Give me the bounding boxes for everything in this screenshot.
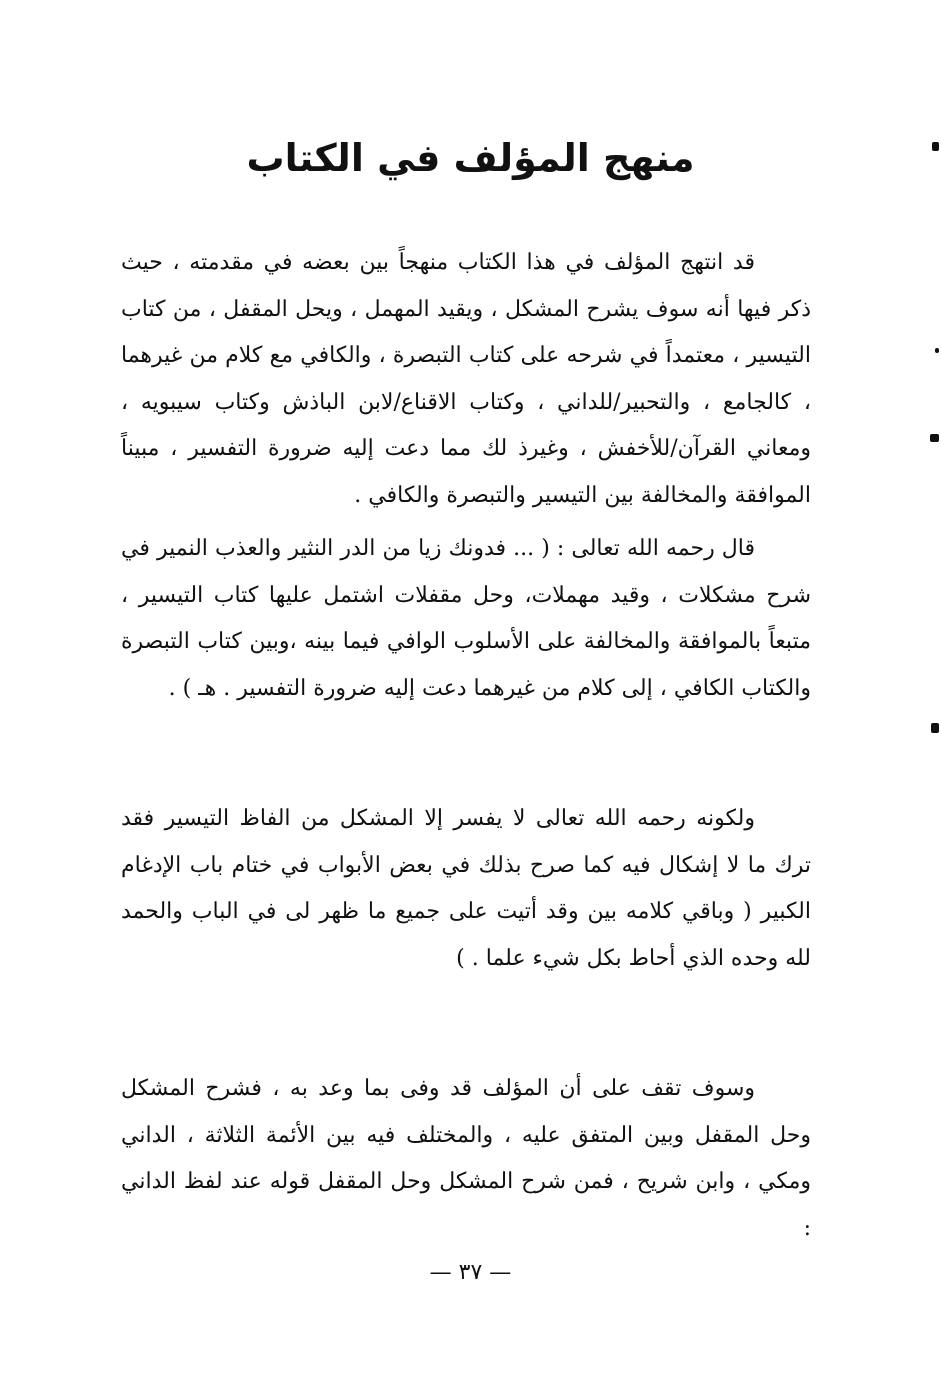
paragraph-4: وسوف تقف على أن المؤلف قد وفى بما وعد به ، فشرح المشكل وحل المقفل وبين المتفق عليه ، والمختلف فيه بين الأئمة الثلاثة ، الداني ومكي ، وابن شريح ، فمن شرح المشكل وحل المقفل قوله عند لفظ الداني : (121, 1076, 811, 1241)
scan-edge-mark (932, 142, 939, 151)
scan-edge-mark (935, 348, 939, 353)
page-title: منهج المؤلف في الكتاب (246, 136, 695, 180)
paragraph-1: قد انتهج المؤلف في هذا الكتاب منهجاً بين بعضه في مقدمته ، حيث ذكر فيها أنه سوف يشرح المشكل ، ويقيد المهمل ، ويحل المقفل ، من كتاب التيسير ، معتمداً في شرحه على كتاب التبصرة ، والكافي مع كلام من غيرهما ، كالجامع ، والتحبير/للداني ، وكتاب الاقناع/لابن الباذش وكتاب سيبويه ، ومعاني القرآن/للأخفش ، وغيرذ لك مما دعت إليه ضرورة التفسير ، مبيناً الموافقة والمخالفة بين التيسير والتبصرة والكافي . (121, 250, 811, 508)
paragraph-3: ولكونه رحمه الله تعالى لا يفسر إلا المشكل من الفاظ التيسير فقد ترك ما لا إشكال فيه كما صرح بذلك في بعض الأبواب في ختام باب الإدغام الكبير ( وباقي كلامه بين وقد أتيت على جميع ما ظهر لى في الباب والحمد لله وحده الذي أحاط بكل شيء علما . ) (121, 806, 811, 971)
scan-edge-mark (931, 723, 939, 733)
paragraph-2: قال رحمه الله تعالى : ( ... فدونك زيا من الدر النثير والعذب النمير في شرح مشكلات ، وقيد مهملات، وحل مقفلات اشتمل عليها كتاب التيسير ، متبعاً بالموافقة والمخالفة على الأسلوب الوافي فيما بينه ،وبين كتاب التبصرة والكتاب الكافي ، إلى كلام من غيرهما دعت إليه ضرورة التفسير . هـ ) . (121, 536, 811, 701)
page-number: — ٣٧ — (429, 1260, 512, 1285)
scan-edge-mark (930, 434, 939, 442)
